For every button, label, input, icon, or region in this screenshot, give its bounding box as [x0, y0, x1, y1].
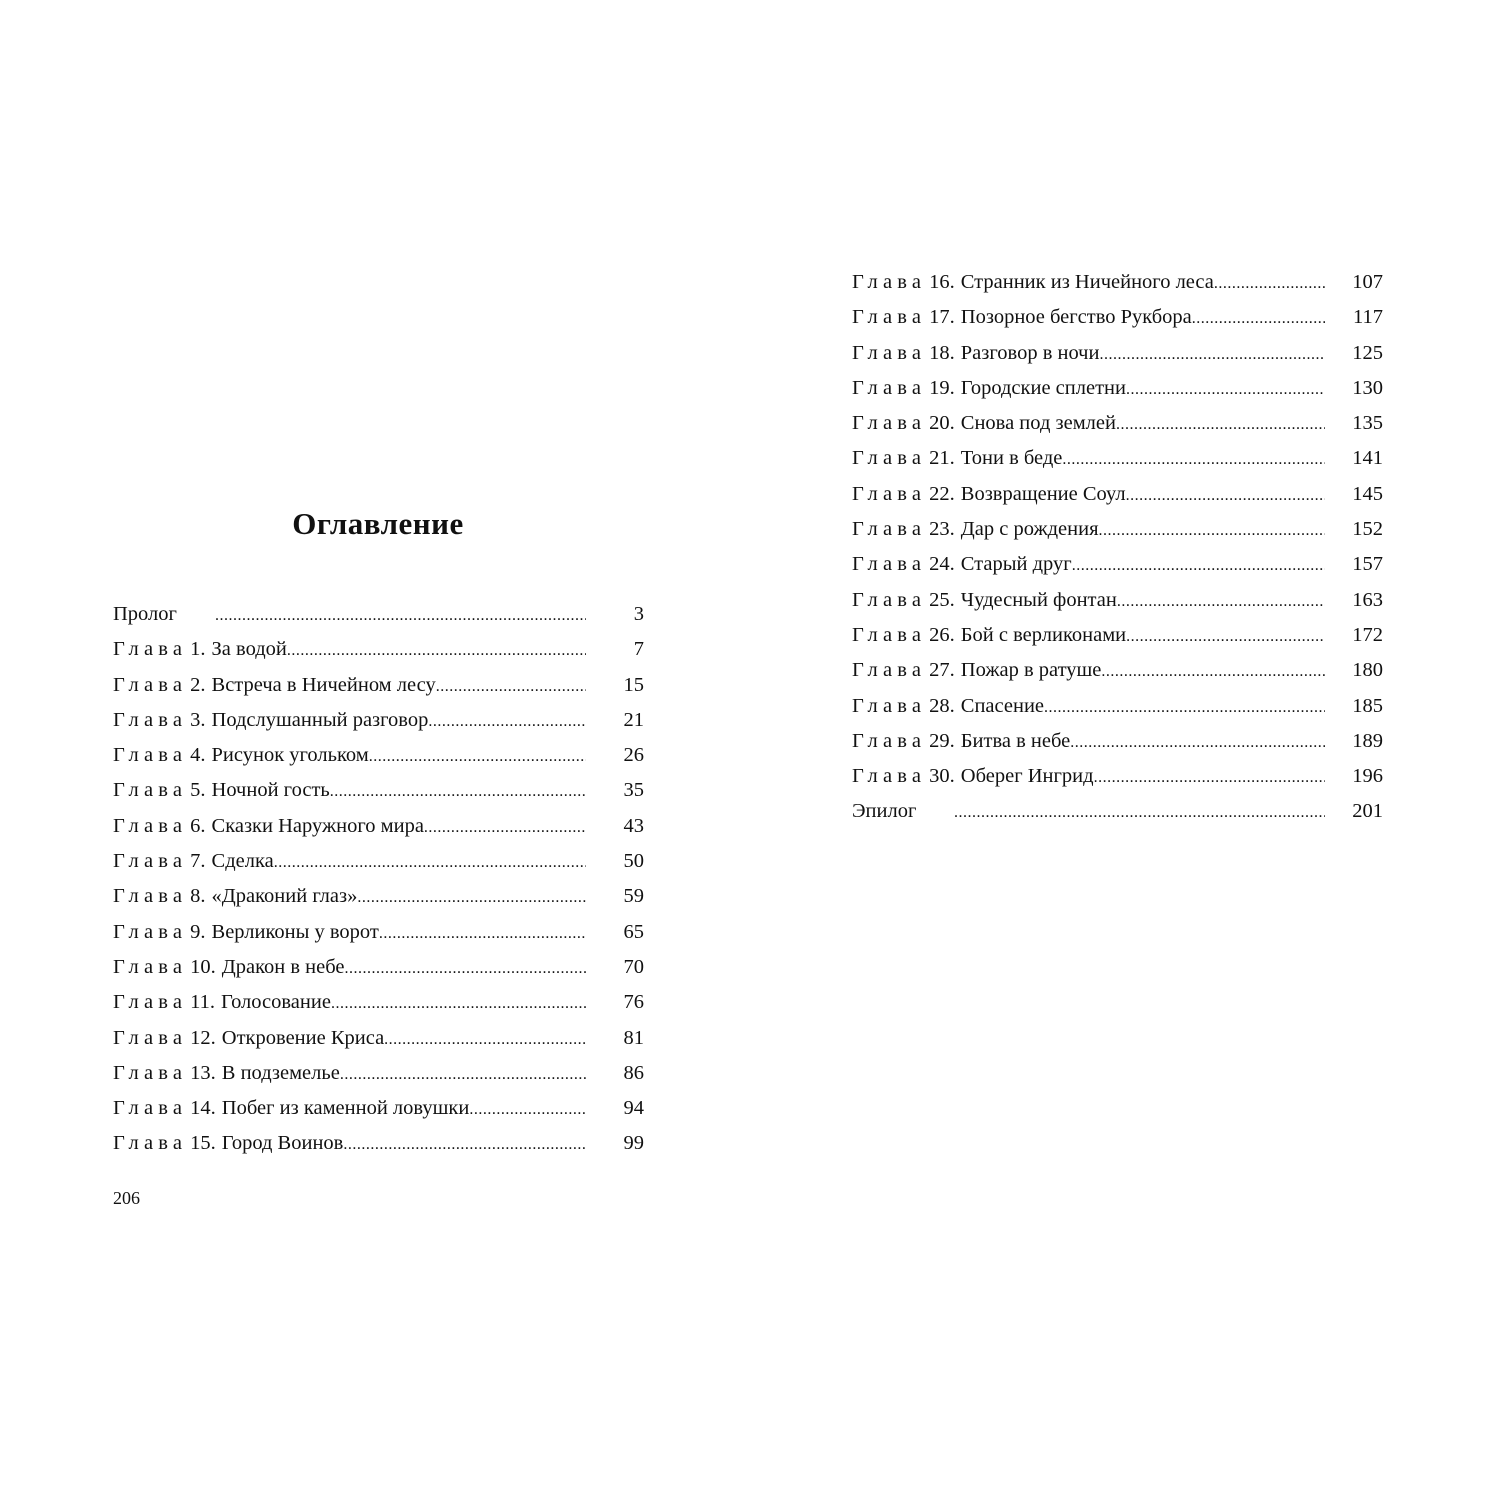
- chapter-number: 5.: [190, 779, 206, 802]
- toc-entry: [852, 547, 1383, 582]
- page-ref: 81: [623, 1026, 644, 1049]
- toc-entry-lead: [113, 1126, 586, 1162]
- toc-entry: [113, 985, 644, 1020]
- toc-entry-lead: [113, 773, 586, 809]
- dot-leader: [287, 632, 586, 668]
- page-ref: 7: [633, 638, 644, 661]
- chapter-number: 7.: [190, 850, 206, 873]
- toc-entry: [113, 1056, 644, 1091]
- toc-right-column: [852, 265, 1383, 830]
- dot-leader: [1072, 547, 1325, 583]
- page-ref: 70: [623, 955, 644, 978]
- chapter-number: 26.: [929, 623, 955, 646]
- toc-entry-lead: [852, 547, 1325, 583]
- chapter-prefix: Глава: [113, 744, 188, 767]
- dot-leader: [343, 1126, 586, 1162]
- dot-leader: [1044, 689, 1325, 725]
- dot-leader: [274, 844, 586, 880]
- toc-entry: [852, 653, 1383, 688]
- chapter-number: 15.: [190, 1132, 216, 1155]
- page-ref: 189: [1352, 729, 1383, 752]
- toc-entry-lead: [852, 724, 1325, 760]
- chapter-title: Рисунок угольком: [211, 744, 369, 767]
- toc-entry: [852, 336, 1383, 371]
- page-ref: 125: [1352, 341, 1383, 364]
- toc-entry: [852, 618, 1383, 653]
- chapter-prefix: Глава: [852, 765, 927, 788]
- toc-entry: [113, 879, 644, 914]
- toc-entry-lead: [852, 336, 1325, 372]
- toc-entry: [852, 371, 1383, 406]
- page-ref: 135: [1352, 412, 1383, 435]
- chapter-prefix: Глава: [852, 271, 927, 293]
- chapter-number: 8.: [190, 885, 206, 908]
- chapter-title: Странник из Ничейного леса: [960, 271, 1214, 293]
- chapter-title: Чудесный фонтан: [960, 588, 1117, 611]
- page-ref: 201: [1352, 800, 1383, 823]
- toc-entry: [113, 1021, 644, 1056]
- toc-entry: [852, 477, 1383, 512]
- toc-entry: [852, 300, 1383, 335]
- page-ref: 180: [1352, 659, 1383, 682]
- dot-leader: [330, 773, 586, 809]
- dot-leader: [424, 809, 586, 845]
- chapter-number: 14.: [190, 1097, 216, 1120]
- chapter-title: Верликоны у ворот: [211, 920, 379, 943]
- toc-entry-lead: [852, 794, 1325, 830]
- toc-entry-lead: [852, 512, 1325, 548]
- toc-entry-lead: [852, 653, 1325, 689]
- toc-entry-lead: [113, 668, 586, 704]
- page-number: 206: [113, 1188, 140, 1208]
- chapter-number: 25.: [929, 588, 955, 611]
- toc-entry: [113, 1091, 644, 1126]
- chapter-title: Пожар в ратуше: [960, 659, 1102, 682]
- chapter-title: Бой с верликонами: [960, 623, 1127, 646]
- toc-entry: [852, 406, 1383, 441]
- chapter-title: Битва в небе: [960, 729, 1071, 752]
- page-ref: 157: [1352, 553, 1383, 576]
- chapter-number: 23.: [929, 518, 955, 541]
- chapter-number: 6.: [190, 814, 206, 837]
- toc-entry-lead: [852, 689, 1325, 725]
- toc-entry-lead: [113, 597, 586, 633]
- toc-entry-lead: [852, 618, 1325, 654]
- chapter-prefix: Глава: [852, 694, 927, 717]
- toc-entry: [852, 794, 1383, 829]
- chapter-title: Сказки Наружного мира: [211, 814, 424, 837]
- toc-entry-lead: [852, 406, 1325, 442]
- chapter-number: 16.: [929, 271, 955, 293]
- chapter-number: 3.: [190, 708, 206, 731]
- toc-entry-lead: [852, 583, 1325, 619]
- chapter-number: 20.: [929, 412, 955, 435]
- dot-leader: [954, 794, 1325, 830]
- chapter-number: 1.: [190, 638, 206, 661]
- chapter-title: Подслушанный разговор: [211, 708, 429, 731]
- page-ref: 172: [1352, 623, 1383, 646]
- chapter-title: Дар с рождения: [960, 518, 1099, 541]
- page-ref: 99: [623, 1132, 644, 1155]
- dot-leader: [215, 597, 586, 633]
- chapter-title: Тони в беде: [960, 447, 1063, 470]
- toc-entry-lead: [113, 1056, 586, 1092]
- page-ref: 145: [1352, 482, 1383, 505]
- dot-leader: [1062, 441, 1325, 477]
- chapter-number: 21.: [929, 447, 955, 470]
- chapter-number: 27.: [929, 659, 955, 682]
- toc-entry: [852, 512, 1383, 547]
- chapter-prefix: Глава: [852, 412, 927, 435]
- toc-entry: [113, 597, 644, 632]
- chapter-title: Старый друг: [960, 553, 1072, 576]
- chapter-title: Ночной гость: [211, 779, 330, 802]
- chapter-prefix: Глава: [852, 306, 927, 329]
- chapter-number: 9.: [190, 920, 206, 943]
- toc-entry-lead: [113, 985, 586, 1021]
- section-title: Пролог: [113, 603, 177, 625]
- dot-leader: [357, 879, 586, 915]
- dot-leader: [1126, 618, 1325, 654]
- chapter-title: Спасение: [960, 694, 1045, 717]
- chapter-number: 19.: [929, 376, 955, 399]
- page-ref: 141: [1352, 447, 1383, 470]
- toc-entry-lead: [852, 265, 1325, 301]
- toc-entry-lead: [113, 844, 586, 880]
- chapter-title: Побег из каменной ловушки: [221, 1097, 470, 1120]
- toc-entry: [113, 1126, 644, 1161]
- toc-entry-lead: [113, 703, 586, 739]
- toc-entry: [113, 632, 644, 667]
- chapter-title: Город Воинов: [221, 1132, 344, 1155]
- chapter-prefix: Глава: [113, 673, 188, 696]
- chapter-title: Сделка: [211, 850, 274, 873]
- toc-entry: [852, 583, 1383, 618]
- chapter-prefix: Глава: [852, 518, 927, 541]
- dot-leader: [1070, 724, 1325, 760]
- page-ref: 3: [633, 603, 644, 625]
- page-ref: 15: [623, 673, 644, 696]
- toc-entry-lead: [852, 477, 1325, 513]
- toc-entry-lead: [113, 1091, 586, 1127]
- chapter-prefix: Глава: [113, 708, 188, 731]
- page-ref: 59: [623, 885, 644, 908]
- chapter-prefix: Глава: [113, 814, 188, 837]
- dot-leader: [436, 668, 586, 704]
- toc-entry: [852, 441, 1383, 476]
- chapter-number: 13.: [190, 1061, 216, 1084]
- chapter-number: 4.: [190, 744, 206, 767]
- chapter-prefix: Глава: [113, 1097, 188, 1120]
- chapter-number: 11.: [190, 991, 216, 1014]
- page-ref: 130: [1352, 376, 1383, 399]
- chapter-prefix: Глава: [113, 885, 188, 908]
- toc-entry: [113, 950, 644, 985]
- page-ref: 152: [1352, 518, 1383, 541]
- chapter-title: Оберег Ингрид: [960, 765, 1094, 788]
- chapter-number: 10.: [190, 955, 216, 978]
- page-ref: 163: [1352, 588, 1383, 611]
- chapter-prefix: Глава: [852, 729, 927, 752]
- toc-entry: [113, 844, 644, 879]
- page-ref: 107: [1352, 271, 1383, 293]
- dot-leader: [384, 1021, 586, 1057]
- page-ref: 50: [623, 850, 644, 873]
- chapter-prefix: Глава: [113, 1061, 188, 1084]
- page-ref: 94: [623, 1097, 644, 1120]
- chapter-prefix: Глава: [852, 659, 927, 682]
- chapter-prefix: Глава: [852, 553, 927, 576]
- chapter-prefix: Глава: [852, 623, 927, 646]
- toc-entry-lead: [852, 759, 1325, 795]
- dot-leader: [428, 703, 586, 739]
- chapter-prefix: Глава: [852, 588, 927, 611]
- chapter-number: 30.: [929, 765, 955, 788]
- page-ref: 21: [623, 708, 644, 731]
- dot-leader: [1214, 265, 1325, 301]
- toc-entry: [113, 668, 644, 703]
- chapter-title: Городские сплетни: [960, 376, 1126, 399]
- toc-left-column: [113, 597, 644, 1162]
- toc-entry: [113, 915, 644, 950]
- chapter-title: В подземелье: [221, 1061, 340, 1084]
- chapter-prefix: Глава: [113, 638, 188, 661]
- chapter-prefix: Глава: [113, 1026, 188, 1049]
- toc-entry: [852, 265, 1383, 300]
- dot-leader: [1126, 371, 1325, 407]
- chapter-prefix: Глава: [113, 779, 188, 802]
- toc-entry-lead: [852, 441, 1325, 477]
- dot-leader: [369, 738, 586, 774]
- toc-entry-lead: [113, 950, 586, 986]
- chapter-prefix: Глава: [852, 341, 927, 364]
- dot-leader: [1099, 512, 1325, 548]
- chapter-title: Разговор в ночи: [960, 341, 1100, 364]
- dot-leader: [1126, 477, 1325, 513]
- toc-entry: [113, 809, 644, 844]
- page-ref: 185: [1352, 694, 1383, 717]
- page-ref: 117: [1353, 306, 1383, 329]
- dot-leader: [469, 1091, 586, 1127]
- chapter-title: Позорное бегство Рукбора: [960, 306, 1192, 329]
- toc-entry: [852, 689, 1383, 724]
- chapter-title: Дракон в небе: [221, 955, 345, 978]
- toc-entry-lead: [113, 879, 586, 915]
- chapter-number: 29.: [929, 729, 955, 752]
- chapter-title: Возвращение Соул: [960, 482, 1126, 505]
- toc-entry: [113, 773, 644, 808]
- chapter-prefix: Глава: [113, 991, 188, 1014]
- toc-entry-lead: [113, 1021, 586, 1057]
- dot-leader: [1116, 406, 1325, 442]
- dot-leader: [331, 985, 586, 1021]
- toc-entry: [852, 759, 1383, 794]
- dot-leader: [1117, 583, 1325, 619]
- chapter-prefix: Глава: [113, 920, 188, 943]
- toc-entry-lead: [113, 809, 586, 845]
- page-ref: 76: [623, 991, 644, 1014]
- toc-entry-lead: [113, 632, 586, 668]
- chapter-title: Снова под землей: [960, 412, 1116, 435]
- chapter-number: 22.: [929, 482, 955, 505]
- chapter-prefix: Глава: [113, 850, 188, 873]
- chapter-title: Голосование: [221, 991, 331, 1014]
- toc-entry: [852, 724, 1383, 759]
- chapter-title: Откровение Криса: [221, 1026, 385, 1049]
- chapter-prefix: Глава: [852, 447, 927, 470]
- dot-leader: [379, 915, 586, 951]
- dot-leader: [1101, 653, 1325, 689]
- chapter-title: За водой: [211, 638, 287, 661]
- chapter-number: 2.: [190, 673, 206, 696]
- section-title: Эпилог: [852, 800, 917, 823]
- dot-leader: [1192, 300, 1325, 336]
- dot-leader: [1094, 759, 1325, 795]
- page-ref: 86: [623, 1061, 644, 1084]
- chapter-number: 24.: [929, 553, 955, 576]
- chapter-prefix: Глава: [113, 1132, 188, 1155]
- chapter-prefix: Глава: [852, 376, 927, 399]
- toc-entry-lead: [113, 915, 586, 951]
- toc-entry: [113, 738, 644, 773]
- dot-leader: [340, 1056, 586, 1092]
- dot-leader: [345, 950, 586, 986]
- page-ref: 65: [623, 920, 644, 943]
- toc-entry-lead: [852, 300, 1325, 336]
- toc-entry: [113, 703, 644, 738]
- page-ref: 35: [623, 779, 644, 802]
- chapter-title: Встреча в Ничейном лесу: [211, 673, 436, 696]
- chapter-prefix: Глава: [113, 955, 188, 978]
- chapter-title: «Драконий глаз»: [211, 885, 358, 908]
- chapter-number: 12.: [190, 1026, 216, 1049]
- chapter-number: 17.: [929, 306, 955, 329]
- page-ref: 43: [623, 814, 644, 837]
- toc-entry-lead: [852, 371, 1325, 407]
- toc-title: Оглавление: [292, 506, 464, 541]
- chapter-prefix: Глава: [852, 482, 927, 505]
- page-ref: 26: [623, 744, 644, 767]
- chapter-number: 18.: [929, 341, 955, 364]
- dot-leader: [1099, 336, 1325, 372]
- chapter-number: 28.: [929, 694, 955, 717]
- toc-entry-lead: [113, 738, 586, 774]
- page-ref: 196: [1352, 765, 1383, 788]
